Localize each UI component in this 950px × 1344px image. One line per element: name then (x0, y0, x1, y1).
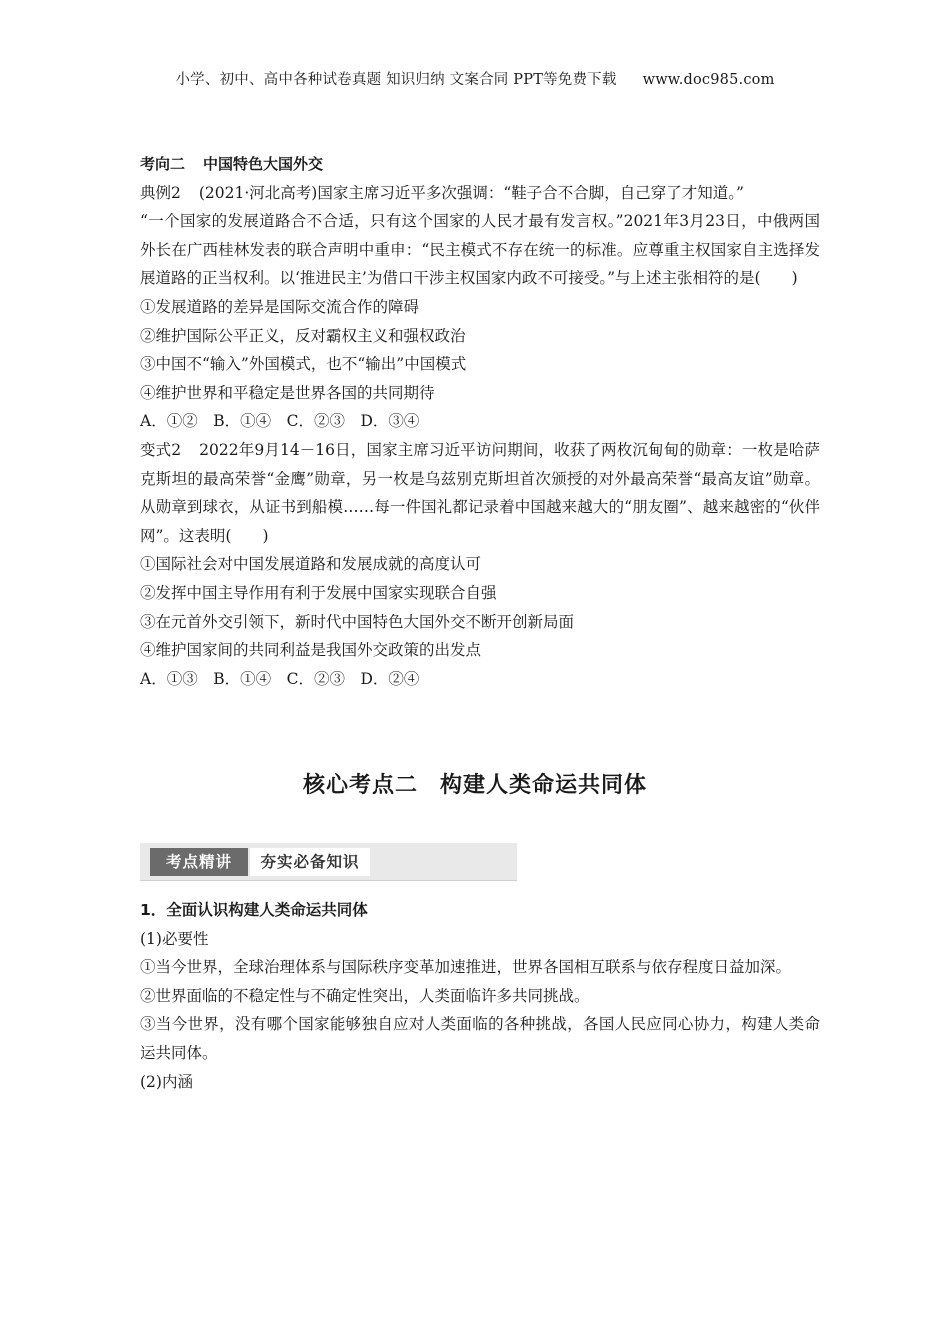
example2-line1 (140, 179, 820, 208)
example2-text-line1: (2021·河北高考)国家主席习近平多次强调：“鞋子合不合脚，自己穿了才知道。” (198, 183, 744, 202)
core-point-title (0, 768, 950, 799)
knowledge-sub2: (2)内涵 (140, 1072, 193, 1091)
knowledge-sub1: (1)必要性 (140, 929, 209, 948)
variant2-option-2: ②发挥中国主导作用有利于发展中国家实现联合自强 (140, 583, 497, 602)
core-point-text: 构建人类命运共同体 (440, 773, 648, 798)
example2-option-1: ①发展道路的差异是国际交流合作的障碍 (140, 297, 420, 316)
variant2-paragraph (140, 436, 820, 550)
header-text: 小学、初中、高中各种试卷真题 知识归纳 文案合同 PPT等免费下载 (175, 72, 617, 88)
variant2-answers: A．①③ B．①④ C．②③ D．②④ (140, 669, 420, 688)
section-heading-num: 考向二 (140, 155, 186, 173)
section-banner (140, 843, 517, 881)
example2-option-3: ③中国不“输入”外国模式，也不“输出”中国模式 (140, 355, 467, 374)
page-header (0, 68, 950, 89)
knowledge-item-2: ②世界面临的不稳定性与不确定性突出，人类面临许多共同挑战。 (140, 986, 590, 1005)
knowledge-heading: 1．全面认识构建人类命运共同体 (140, 901, 368, 919)
example2-option-4: ④维护世界和平稳定是世界各国的共同期待 (140, 383, 435, 402)
variant2-text: 2022年9月14－16日，国家主席习近平访问期间，收获了两枚沉甸甸的勋章：一枚是哈萨克斯坦的最高荣誉“金鹰”勋章，另一枚是乌兹别克斯坦首次颁授的对外最高荣誉“最高友谊”勋章。从勋章到球衣，从证书到船模……每一件国礼都记录着中国越来越大的“朋友圈”、越来越密的“伙伴网”。这表明( ) (140, 440, 820, 545)
variant2-option-1: ①国际社会对中国发展道路和发展成就的高度认可 (140, 555, 482, 574)
knowledge-item-1: ①当今世界，全球治理体系与国际秩序变革加速推进，世界各国相互联系与依存程度日益加深。 (140, 958, 792, 977)
example2-answers: A．①② B．①④ C．②③ D．③④ (140, 412, 420, 431)
variant2-label: 变式2 (140, 440, 182, 459)
knowledge-content (140, 896, 820, 1096)
example2-option-2: ②维护国际公平正义，反对霸权主义和强权政治 (140, 326, 466, 345)
variant2-option-4: ④维护国家间的共同利益是我国外交政策的出发点 (140, 641, 482, 660)
core-point-num: 核心考点二 (302, 773, 418, 798)
variant2-option-3: ③在元首外交引领下，新时代中国特色大国外交不断开创新局面 (140, 612, 575, 631)
section-heading-title: 中国特色大国外交 (203, 155, 324, 173)
banner-label-light: 夯实必备知识 (250, 848, 370, 876)
section-heading (140, 150, 820, 179)
knowledge-item-3: ③当今世界，没有哪个国家能够独自应对人类面临的各种挑战，各国人民应同心协力，构建人类命运共同体。 (140, 1015, 820, 1062)
example2-text-rest: “一个国家的发展道路合不合适，只有这个国家的人民才最有发言权。”2021年3月23日，中俄两国外长在广西桂林发表的联合声明中重申：“民主模式不存在统一的标准。应尊重主权国家自主选择发展道路的正当权利。以‘推进民主’为借口干涉主权国家内政不可接受。”与上述主张相符的是( ) (140, 212, 820, 288)
header-url[interactable]: www.doc985.com (642, 72, 775, 88)
banner-label-dark: 考点精讲 (150, 848, 248, 876)
example2-label: 典例2 (140, 183, 181, 202)
main-content (140, 150, 820, 693)
